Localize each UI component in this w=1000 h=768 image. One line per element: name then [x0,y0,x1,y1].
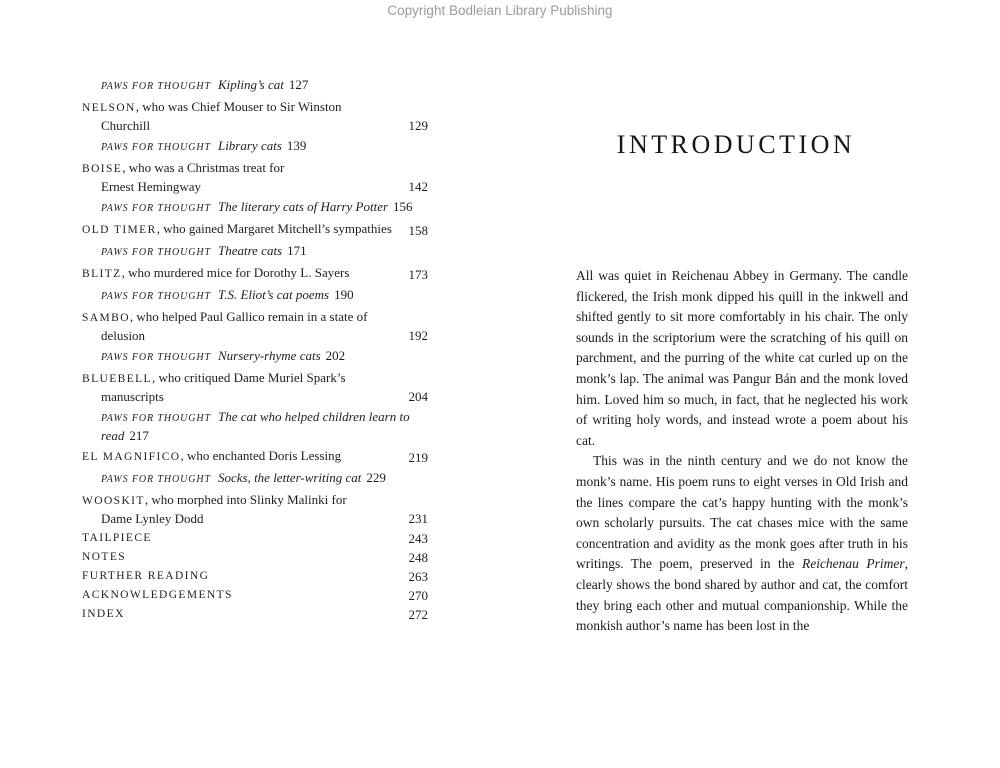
toc-paws-entry [101,198,428,217]
cat-name: BLITZ [82,268,122,280]
section-name: INDEX [82,608,125,620]
paws-title: Theatre cats [217,243,283,258]
toc-backmatter-entry [82,530,428,547]
toc-main-entry [82,264,428,283]
paws-title: Nursery-rhyme cats [217,348,321,363]
text-segment: This was in the ninth century and we do not know the monk’s name. His poem runs to eight verses in Old Irish and the lines compare the cat’s happy hunting with the monk’s own scholarly pursuits. The cat chases mice with the same concentration and avidity as the monk goes after truth in his writings. The poem, preserved in the [576,453,908,572]
toc-page-number: 229 [366,470,386,485]
toc-page-number: 139 [286,138,307,153]
cat-name: OLD TIMER [82,224,157,236]
entry-text: , who helped Paul Gallico remain in a state of [129,309,368,324]
toc-main-entry [82,308,428,344]
section-name: ACKNOWLEDGEMENTS [82,589,233,601]
toc-main-entry [82,98,428,134]
paws-for-thought-label: PAWS FOR THOUGHT [101,474,211,485]
toc-paws-entry [101,137,428,156]
section-name: NOTES [82,551,127,563]
toc-backmatter-entry [82,568,428,585]
entry-text: , who was Chief Mouser to Sir Winston [135,99,342,114]
toc-page-number: 243 [408,531,428,546]
toc-page-number: 156 [393,199,413,214]
entry-text: , who critiqued Dame Muriel Spark’s [151,370,346,385]
section-name: TAILPIECE [82,532,152,544]
paws-for-thought-label: PAWS FOR THOUGHT [101,291,211,302]
toc-page-number: 204 [408,389,428,404]
copyright-watermark: Copyright Bodleian Library Publishing [387,3,613,18]
section-name: FURTHER READING [82,570,210,582]
entry-text: , who morphed into Slinky Malinki for [144,492,347,507]
cat-name: BLUEBELL [82,373,152,385]
toc-page-number: 171 [287,243,307,258]
toc-page-number: 202 [325,348,346,363]
toc-page-number: 263 [408,569,428,584]
paws-for-thought-label: PAWS FOR THOUGHT [101,247,211,258]
paragraph [576,451,908,636]
toc-page-number: 217 [129,428,149,443]
paws-for-thought-label: PAWS FOR THOUGHT [101,142,211,153]
toc-main-entry [82,491,428,527]
entry-text-line2: Ernest Hemingway [101,179,202,194]
toc-page-number: 270 [408,588,428,603]
chapter-title: INTRODUCTION [616,130,856,159]
cat-name: EL MAGNIFICO [82,451,181,463]
paws-for-thought-label: PAWS FOR THOUGHT [101,413,211,424]
paws-title: Socks, the letter-writing cat [217,470,362,485]
paws-title: Kipling’s cat [217,77,284,92]
toc-backmatter-entry [82,549,428,566]
toc-paws-entry [101,408,428,444]
entry-text-line2: Dame Lynley Dodd [101,511,204,526]
entry-text: , who enchanted Doris Lessing [180,448,342,463]
toc-page-number: 231 [408,511,428,526]
toc-page-number: 158 [408,223,428,238]
text-segment: All was quiet in Reichenau Abbey in Germany. The candle flickered, the Irish monk dipped his quill in the inkwell and shifted gently to sit more comfortably in his chair. The only sounds in the scriptorium were the scratching of his quill on parchment, and the purring of the white cat curled up on the monk’s lap. The animal was Pangur Bán and the monk loved him. Loved him so much, in fact, that he neglected his work of writing holy words, and instead wrote a poem about his cat. [576,268,908,448]
italic-text: Reichenau Primer [801,556,905,572]
toc-main-entry [82,369,428,405]
paws-title: The cat who helped children learn to [217,409,410,424]
toc-page-number: 272 [408,607,428,622]
cat-name: NELSON [82,102,136,114]
toc-page-number: 192 [408,328,428,343]
toc-page-number: 129 [408,118,428,133]
entry-text: , who gained Margaret Mitchell’s sympathies [156,221,392,236]
toc-page-number: 173 [408,267,428,282]
paws-title: Library cats [217,138,282,153]
entry-text: , who murdered mice for Dorothy L. Sayers [121,265,350,280]
toc-paws-entry [101,347,428,366]
toc-main-entry [82,220,428,239]
toc-paws-entry [101,76,428,95]
entry-text-line2: manuscripts [101,389,164,404]
cat-name: BOISE [82,163,123,175]
toc-main-entry [82,159,428,195]
paws-for-thought-label: PAWS FOR THOUGHT [101,203,211,214]
paws-for-thought-label: PAWS FOR THOUGHT [101,352,211,363]
text-segment: , clearly shows the bond shared by author and cat, the comfort they bring each other and mutual companionship. While the monkish author’s name has been lost in the [576,556,909,634]
toc-backmatter-entry [82,606,428,623]
cat-name: SAMBO [82,312,130,324]
paws-for-thought-label: PAWS FOR THOUGHT [101,81,211,92]
toc-page-number: 219 [408,450,428,465]
paragraph [576,266,908,451]
toc-page-number: 142 [408,179,428,194]
toc-main-entry [82,447,428,466]
toc-page-number: 190 [334,287,354,302]
paws-title: The literary cats of Harry Potter [217,199,389,214]
toc-paws-entry [101,286,428,305]
entry-text-line2: Churchill [101,118,151,133]
paws-title-continued: read [101,428,125,443]
toc-backmatter-entry [82,587,428,604]
toc-paws-entry [101,242,428,261]
table-of-contents [82,76,428,625]
toc-page-number: 127 [288,77,309,92]
entry-text-line2: delusion [101,328,146,343]
toc-page-number: 248 [408,550,428,565]
paws-title: T.S. Eliot’s cat poems [217,287,330,302]
toc-paws-entry [101,469,428,488]
body-text [576,266,908,637]
entry-text: , who was a Christmas treat for [122,160,285,175]
cat-name: WOOSKIT [82,495,145,507]
